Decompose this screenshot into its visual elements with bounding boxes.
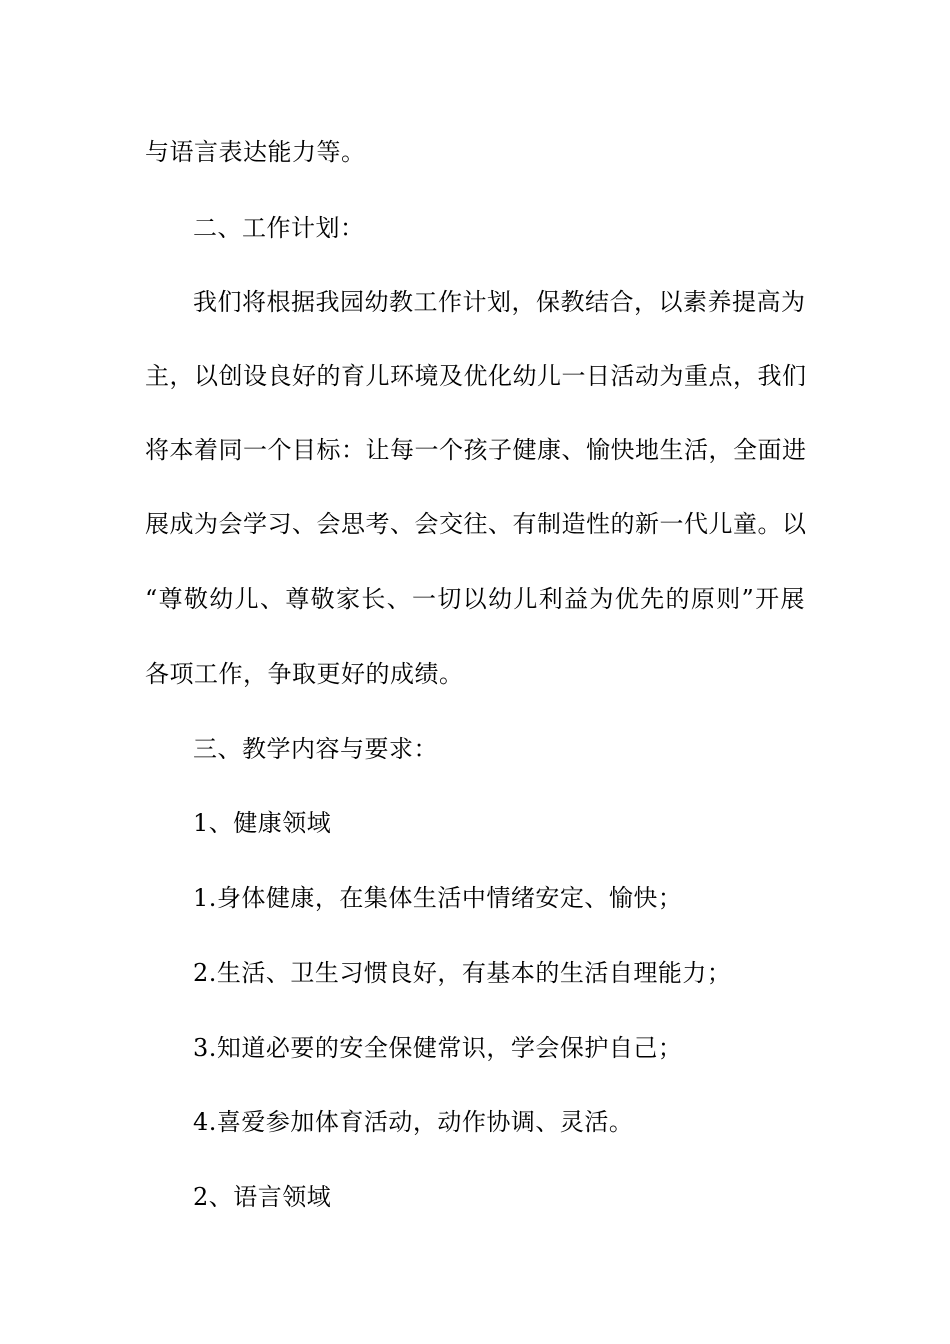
list-item: 2.生活、卫生习惯良好，有基本的生活自理能力； (193, 959, 732, 987)
paragraph-line: 主，以创设良好的育儿环境及优化幼儿一日活动为重点，我们 (145, 362, 807, 390)
paragraph-continuation: 与语言表达能力等。 (145, 138, 366, 166)
section-heading-work-plan: 二、工作计划： (193, 214, 365, 242)
paragraph-line: “尊敬幼儿、尊敬家长、一切以幼儿利益为优先的原则”开展 (145, 585, 805, 613)
paragraph-line: 将本着同一个目标：让每一个孩子健康、愉快地生活，全面进 (145, 436, 807, 464)
list-item: 3.知道必要的安全保健常识，学会保护自己； (193, 1034, 683, 1062)
subsection-heading-health: 1、健康领域 (193, 809, 332, 837)
list-item: 4.喜爱参加体育活动，动作协调、灵活。 (193, 1108, 634, 1136)
paragraph-line: 展成为会学习、会思考、会交往、有制造性的新一代儿童。以 (145, 510, 807, 538)
list-item: 1.身体健康，在集体生活中情绪安定、愉快； (193, 884, 683, 912)
section-heading-teaching-content: 三、教学内容与要求： (193, 735, 438, 763)
subsection-heading-language: 2、语言领域 (193, 1183, 332, 1211)
paragraph-line: 各项工作，争取更好的成绩。 (145, 660, 464, 688)
paragraph-line: 我们将根据我园幼教工作计划，保教结合，以素养提高为 (193, 288, 806, 316)
